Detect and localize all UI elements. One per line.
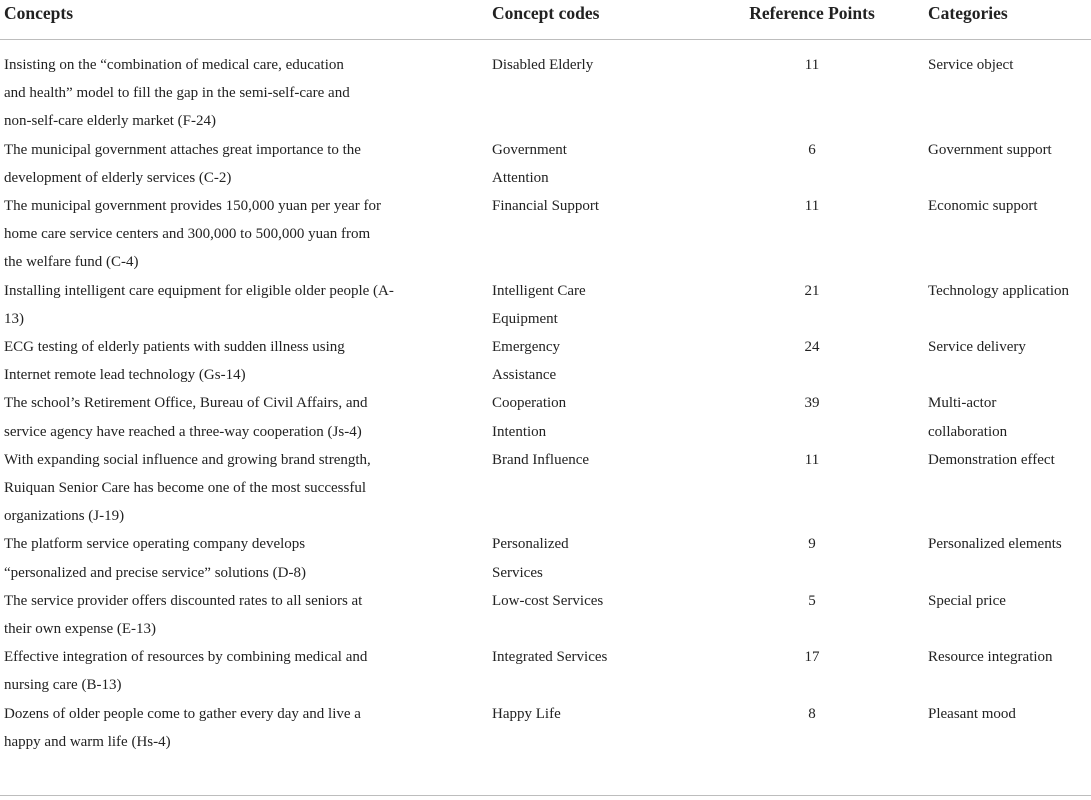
table-row (0, 192, 1091, 277)
table-bottom-rule (0, 795, 1091, 796)
table-row (0, 700, 1091, 762)
code-cell: Emergency Assistance (492, 339, 561, 384)
header-reference-points (700, 0, 924, 40)
concept-cell: ECG testing of elderly patients with sudden illness using Internet remote lead technology (Gs-14) (4, 339, 345, 384)
category-cell: Pleasant mood (928, 705, 1016, 722)
points-cell: 11 (804, 198, 820, 215)
category-cell: Government support (928, 141, 1052, 158)
code-cell: Intelligent Care Equipment (492, 282, 586, 327)
table-row (0, 446, 1091, 531)
table-row (0, 530, 1091, 586)
category-cell: Resource integration (928, 649, 1053, 666)
concept-cell: Installing intelligent care equipment for eligible older people (A-13) (4, 282, 394, 327)
code-cell: Cooperation Intention (492, 395, 567, 440)
table-row (0, 389, 1091, 445)
code-cell: Government Attention (492, 141, 567, 186)
table-body (0, 40, 1091, 763)
category-cell: Technology application (928, 282, 1069, 299)
concept-cell: The municipal government attaches great importance to the development of elderly services (C-2) (4, 141, 361, 186)
category-cell: Special price (928, 592, 1006, 609)
points-cell: 11 (804, 57, 820, 73)
header-reference-points-label: Reference Points (749, 3, 875, 23)
category-cell: Multi-actor collaboration (928, 395, 1008, 440)
points-cell: 21 (804, 282, 820, 299)
points-cell: 8 (808, 705, 816, 722)
points-cell: 9 (808, 536, 816, 553)
points-cell: 17 (804, 649, 820, 666)
code-cell: Personalized Services (492, 536, 569, 581)
concept-cell: The municipal government provides 150,000 yuan per year for home care service centers and 300,000 to 500,000 yuan from the welfare fund (C-4) (4, 198, 381, 271)
table-header (0, 0, 1091, 40)
code-cell: Disabled Elderly (492, 57, 594, 73)
category-cell: Economic support (928, 198, 1038, 215)
header-categories: Categories (928, 3, 1008, 23)
table-row (0, 136, 1091, 192)
code-cell: Financial Support (492, 198, 600, 215)
code-cell: Low-cost Services (492, 592, 604, 609)
table-row (0, 587, 1091, 643)
table-row (0, 333, 1091, 389)
category-cell: Service object (928, 57, 1014, 73)
category-cell: Personalized elements (928, 536, 1062, 553)
points-cell: 6 (808, 141, 816, 158)
concept-cell: Dozens of older people come to gather every day and live a happy and warm life (Hs-4) (4, 705, 361, 750)
code-cell: Happy Life (492, 705, 561, 722)
points-cell: 39 (804, 395, 820, 412)
concept-cell: Insisting on the “combination of medical care, education and health” model to fill the gap in the semi-self-care and non-self-care elderly market (F-24) (4, 57, 350, 130)
category-cell: Demonstration effect (928, 451, 1055, 468)
code-cell: Brand Influence (492, 451, 590, 468)
header-concepts: Concepts (4, 3, 74, 23)
concept-cell: Effective integration of resources by combining medical and nursing care (B-13) (4, 649, 368, 694)
table-row (0, 40, 1091, 136)
points-cell: 5 (808, 592, 816, 609)
code-cell: Integrated Services (492, 649, 608, 666)
header-concept-codes: Concept codes (492, 3, 600, 23)
concept-cell: The school’s Retirement Office, Bureau of Civil Affairs, and service agency have reached a three-way cooperation (Js-4) (4, 395, 368, 440)
concept-cell: The service provider offers discounted rates to all seniors at their own expense (E-13) (4, 592, 363, 638)
header-row (0, 0, 1091, 40)
category-cell: Service delivery (928, 339, 1026, 356)
table-row (0, 643, 1091, 699)
concept-cell: With expanding social influence and growing brand strength, Ruiquan Senior Care has become one of the most successful organizations (J-19) (4, 451, 371, 525)
points-cell: 24 (804, 339, 820, 356)
table-row (0, 277, 1091, 333)
concept-cell: The platform service operating company develops “personalized and precise service” solutions (D-8) (4, 536, 306, 581)
points-cell: 11 (804, 451, 820, 468)
